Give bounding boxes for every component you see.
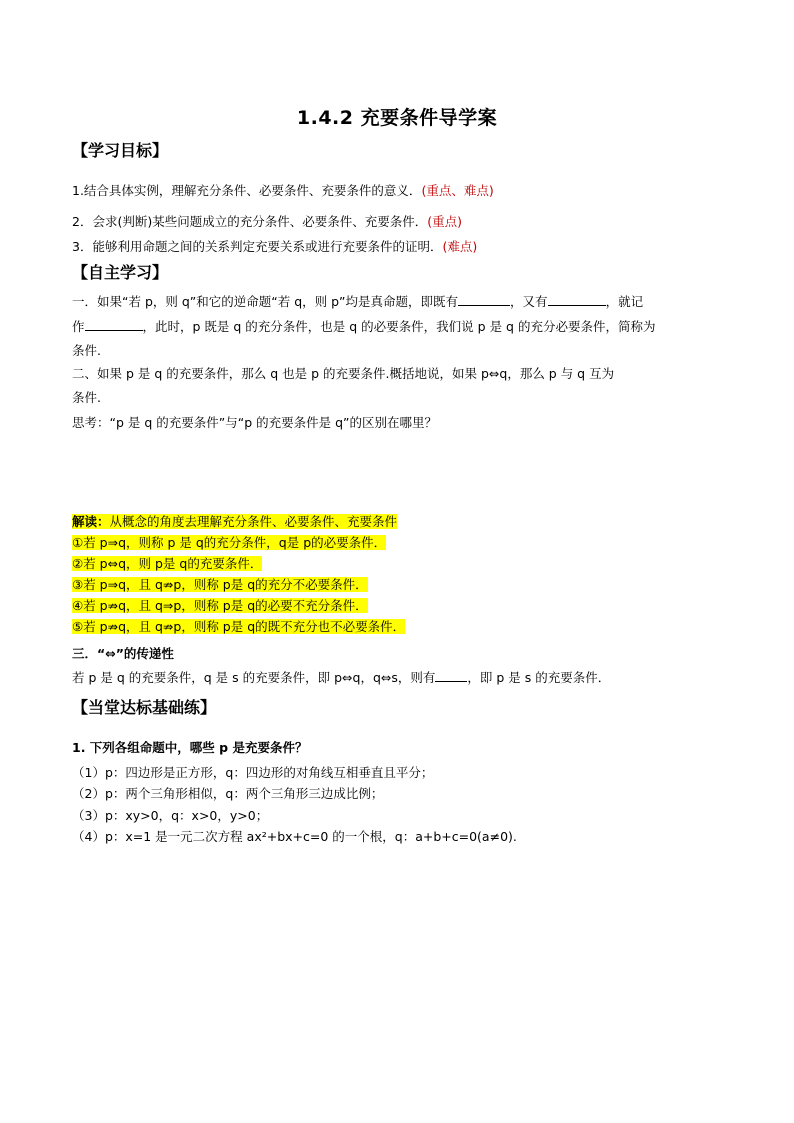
fill-blank[interactable] — [548, 294, 606, 306]
paragraph-1-line-1: 一．如果“若 p，则 q”和它的逆命题“若 q，则 p”均是真命题，即既有 ，又有 ，就记 — [72, 294, 644, 309]
practice-heading: 【当堂达标基础练】 — [72, 698, 217, 717]
transitivity-heading: 三．“⇔”的传递性 — [72, 646, 174, 661]
goal-tag: (难点) — [442, 239, 478, 254]
transitivity-line: 若 p 是 q 的充要条件，q 是 s 的充要条件，即 p⇔q，q⇔s，则有 ，即 p 是 s 的充要条件． — [72, 670, 611, 685]
goal-item-2: 2．会求(判断)某些问题成立的充分条件、必要条件、充要条件．(重点) — [72, 214, 462, 229]
interpretation-item-2: ②若 p⇔q，则 p是 q的充要条件． — [72, 556, 263, 571]
practice-item-4: （4）p：x=1 是一元二次方程 ax²+bx+c=0 的一个根，q：a+b+c=0(a≠0). — [72, 829, 517, 844]
practice-item-1: （1）p：四边形是正方形，q：四边形的对角线互相垂直且平分； — [72, 765, 434, 780]
think-question: 思考：“p 是 q 的充要条件”与“p 的充要条件是 q”的区别在哪里？ — [72, 415, 438, 430]
interpretation-item-3: ③若 p⇒q，且 q⇏p，则称 p是 q的充分不必要条件． — [72, 577, 368, 592]
paragraph-2-line-2: 条件. — [72, 390, 101, 405]
goal-tag: (重点、难点) — [421, 183, 494, 198]
goal-tag: (重点) — [427, 214, 462, 229]
fill-blank[interactable] — [85, 319, 143, 331]
interpretation-item-5: ⑤若 p⇏q，且 q⇏p，则称 p是 q的既不充分也不必要条件． — [72, 619, 406, 634]
goals-heading: 【学习目标】 — [72, 141, 169, 160]
interpretation-item-1: ①若 p⇒q，则称 p 是 q的充分条件，q是 p的必要条件． — [72, 535, 387, 550]
interpretation-heading: 解读：从概念的角度去理解充分条件、必要条件、充要条件 — [72, 514, 398, 529]
goal-item-3: 3．能够利用命题之间的关系判定充要关系或进行充要条件的证明．(难点) — [72, 239, 478, 254]
page-title: 1.4.2 充要条件导学案 — [296, 107, 498, 129]
paragraph-2-line-1: 二、如果 p 是 q 的充要条件，那么 q 也是 p 的充要条件.概括地说，如果 p⇔q，那么 p 与 q 互为 — [72, 366, 615, 381]
self-study-heading: 【自主学习】 — [72, 263, 169, 282]
fill-blank[interactable] — [435, 670, 467, 682]
fill-blank[interactable] — [458, 294, 510, 306]
paragraph-1-line-2: 作 ，此时，p 既是 q 的充分条件，也是 q 的必要条件，我们说 p 是 q 的充分必要条件，简称为 — [72, 319, 656, 334]
interpretation-item-4: ④若 p⇏q，且 q⇒p，则称 p是 q的必要不充分条件． — [72, 598, 368, 613]
practice-item-3: （3）p：xy>0，q：x>0，y>0； — [72, 808, 269, 823]
goal-item-1: 1.结合具体实例，理解充分条件、必要条件、充要条件的意义．(重点、难点) — [72, 183, 494, 198]
paragraph-1-line-3: 条件. — [72, 343, 101, 358]
practice-item-2: （2）p：两个三角形相似，q：两个三角形三边成比例； — [72, 786, 384, 801]
practice-question: 1. 下列各组命题中，哪些 p 是充要条件？ — [72, 740, 308, 755]
